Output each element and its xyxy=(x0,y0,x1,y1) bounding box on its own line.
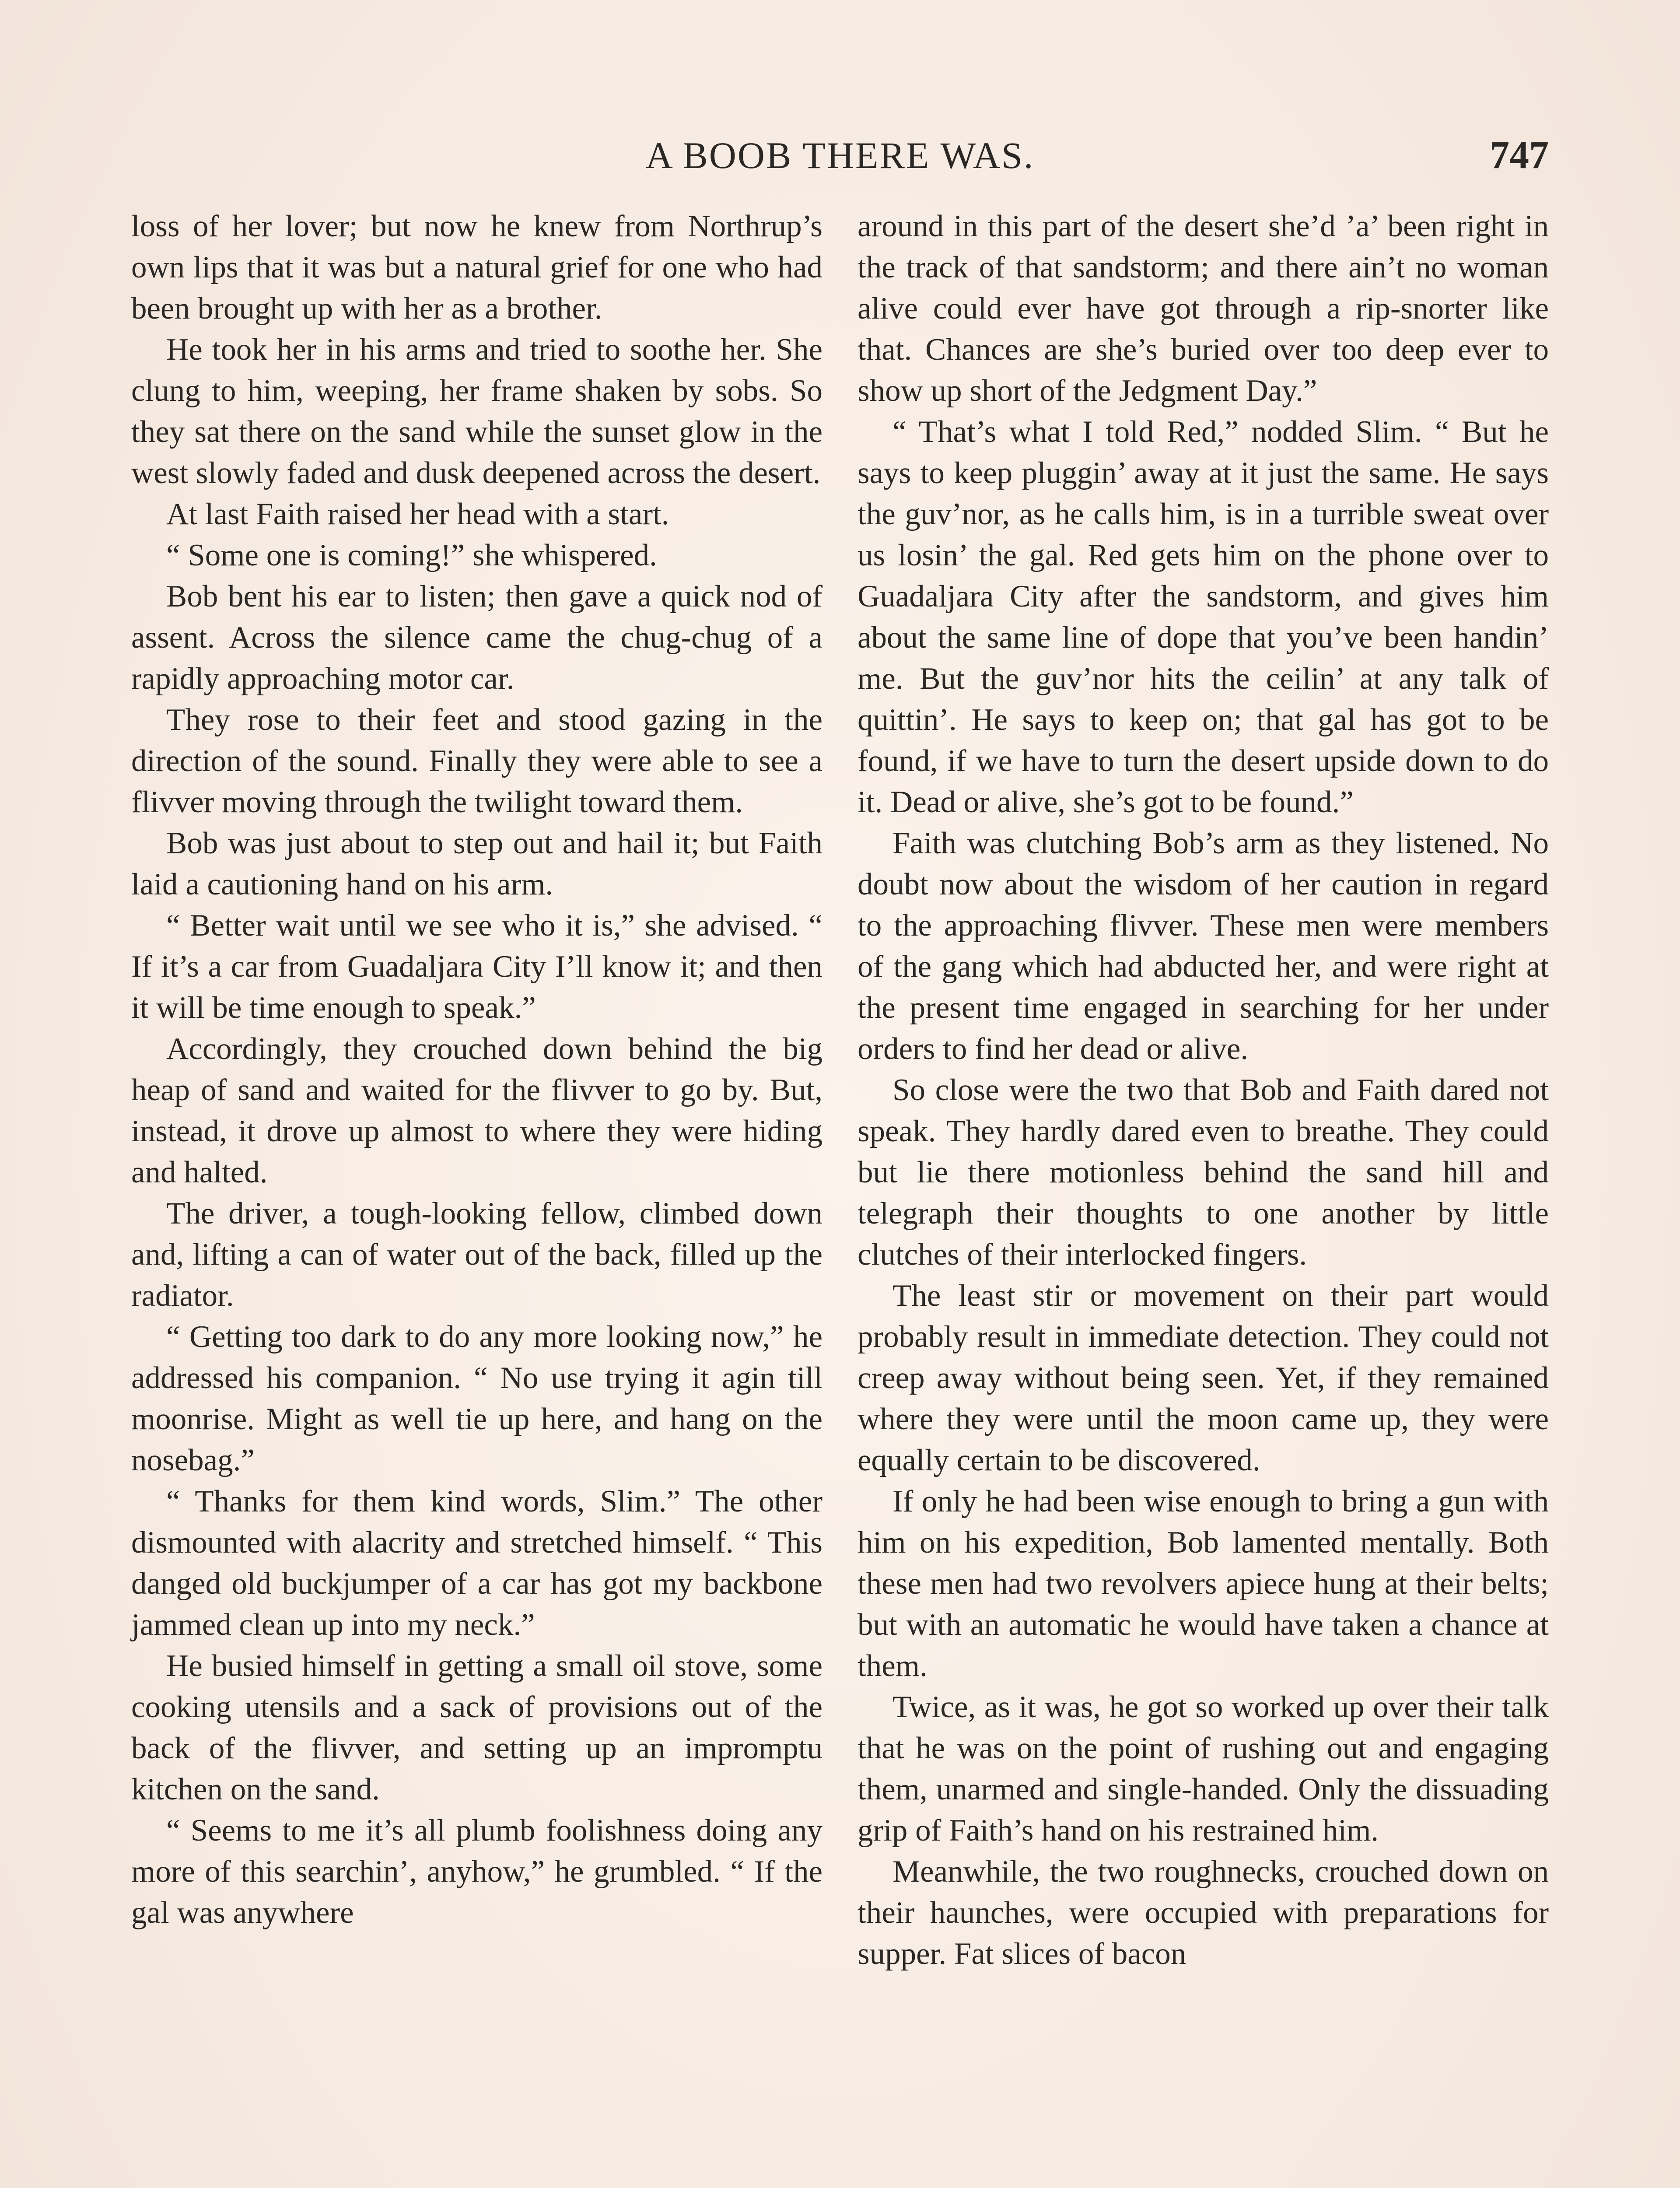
paragraph: So close were the two that Bob and Faith dared not speak. They hardly dared even to breathe. They could but lie there motionless behind the sand hill and telegraph their thoughts to one another by little clutches of their interlocked fingers. xyxy=(858,1073,1549,1272)
paragraph: “ Some one is coming!” she whispered. xyxy=(166,538,657,572)
paragraph: Faith was clutching Bob’s arm as they listened. No doubt now about the wisdom of her caution in regard to the approaching flivver. These men were members of the gang which had abducted her, and were right at the present time engaged in searching for her under orders to find her dead or alive. xyxy=(858,826,1549,1066)
paragraph: “ Thanks for them kind words, Slim.” The other dismounted with alacrity and stretched himself. “ This danged old buckjumper of a car has got my backbone jammed clean up into my neck.” xyxy=(131,1484,822,1642)
paragraph: Meanwhile, the two roughnecks, crouched down on their haunches, were occupied with preparations for supper. Fat slices of bacon xyxy=(858,1855,1549,1971)
paragraph: Bob was just about to step out and hail it; but Faith laid a cautioning hand on his arm. xyxy=(131,826,822,901)
paragraph: If only he had been wise enough to bring a gun with him on his expedition, Bob lamented mentally. Both these men had two revolvers apiece hung at their belts; but with an automatic he would have taken a chance at them. xyxy=(858,1484,1549,1683)
page-number: 747 xyxy=(1490,133,1549,177)
left-column xyxy=(131,206,822,1974)
paragraph: around in this part of the desert she’d ’a’ been right in the track of that sandstorm; and there ain’t no woman alive could ever have got through a rip-snorter like that. Chances are she’s buried over too deep ever to show up short of the Jedgment Day.” xyxy=(858,209,1549,408)
paragraph: Bob bent his ear to listen; then gave a quick nod of assent. Across the silence came the chug-chug of a rapidly approaching motor car. xyxy=(131,579,822,696)
running-title: A BOOB THERE WAS. xyxy=(645,134,1035,176)
paragraph: He busied himself in getting a small oil stove, some cooking utensils and a sack of provisions out of the back of the flivver, and setting up an impromptu kitchen on the sand. xyxy=(131,1649,822,1806)
paragraph: Accordingly, they crouched down behind the big heap of sand and waited for the flivver to go by. But, instead, it drove up almost to where they were hiding and halted. xyxy=(131,1032,822,1189)
paragraph: The least stir or movement on their part would probably result in immediate detection. They could not creep away without being seen. Yet, if they remained where they were until the moon came up, they were equally certain to be discovered. xyxy=(858,1279,1549,1477)
paragraph: “ Better wait until we see who it is,” she advised. “ If it’s a car from Guadaljara City I’ll know it; and then it will be time enough to speak.” xyxy=(131,908,822,1025)
paragraph: He took her in his arms and tried to soothe her. She clung to him, weeping, her frame shaken by sobs. So they sat there on the sand while the sunset glow in the west slowly faded and dusk deepened across the desert. xyxy=(131,333,822,490)
paragraph: Twice, as it was, he got so worked up over their talk that he was on the point of rushing out and engaging them, unarmed and single-handed. Only the dissuading grip of Faith’s hand on his restrained him. xyxy=(858,1690,1549,1848)
text-columns xyxy=(131,206,1549,1974)
page-header xyxy=(131,131,1549,179)
paragraph: loss of her lover; but now he knew from Northrup’s own lips that it was but a natural grief for one who had been brought up with her as a brother. xyxy=(131,209,822,326)
paragraph: “ Seems to me it’s all plumb foolishness doing any more of this searchin’, anyhow,” he grumbled. “ If the gal was anywhere xyxy=(131,1813,822,1930)
paragraph: At last Faith raised her head with a start. xyxy=(166,497,669,531)
right-column xyxy=(858,206,1549,1974)
paragraph: “ That’s what I told Red,” nodded Slim. “ But he says to keep pluggin’ away at it just the same. He says the guv’nor, as he calls him, is in a turrible sweat over us losin’ the gal. Red gets him on the phone over to Guadaljara City after the sandstorm, and gives him about the same line of dope that you’ve been handin’ me. But the guv’nor hits the ceilin’ at any talk of quittin’. He says to keep on; that gal has got to be found, if we have to turn the desert upside down to do it. Dead or alive, she’s got to be found.” xyxy=(858,415,1549,819)
paragraph: They rose to their feet and stood gazing in the direction of the sound. Finally they were able to see a flivver moving through the twilight toward them. xyxy=(131,703,822,819)
paragraph: “ Getting too dark to do any more looking now,” he addressed his companion. “ No use trying it agin till moonrise. Might as well tie up here, and hang on the nosebag.” xyxy=(131,1320,822,1477)
paragraph: The driver, a tough-looking fellow, climbed down and, lifting a can of water out of the back, filled up the radiator. xyxy=(131,1196,822,1313)
